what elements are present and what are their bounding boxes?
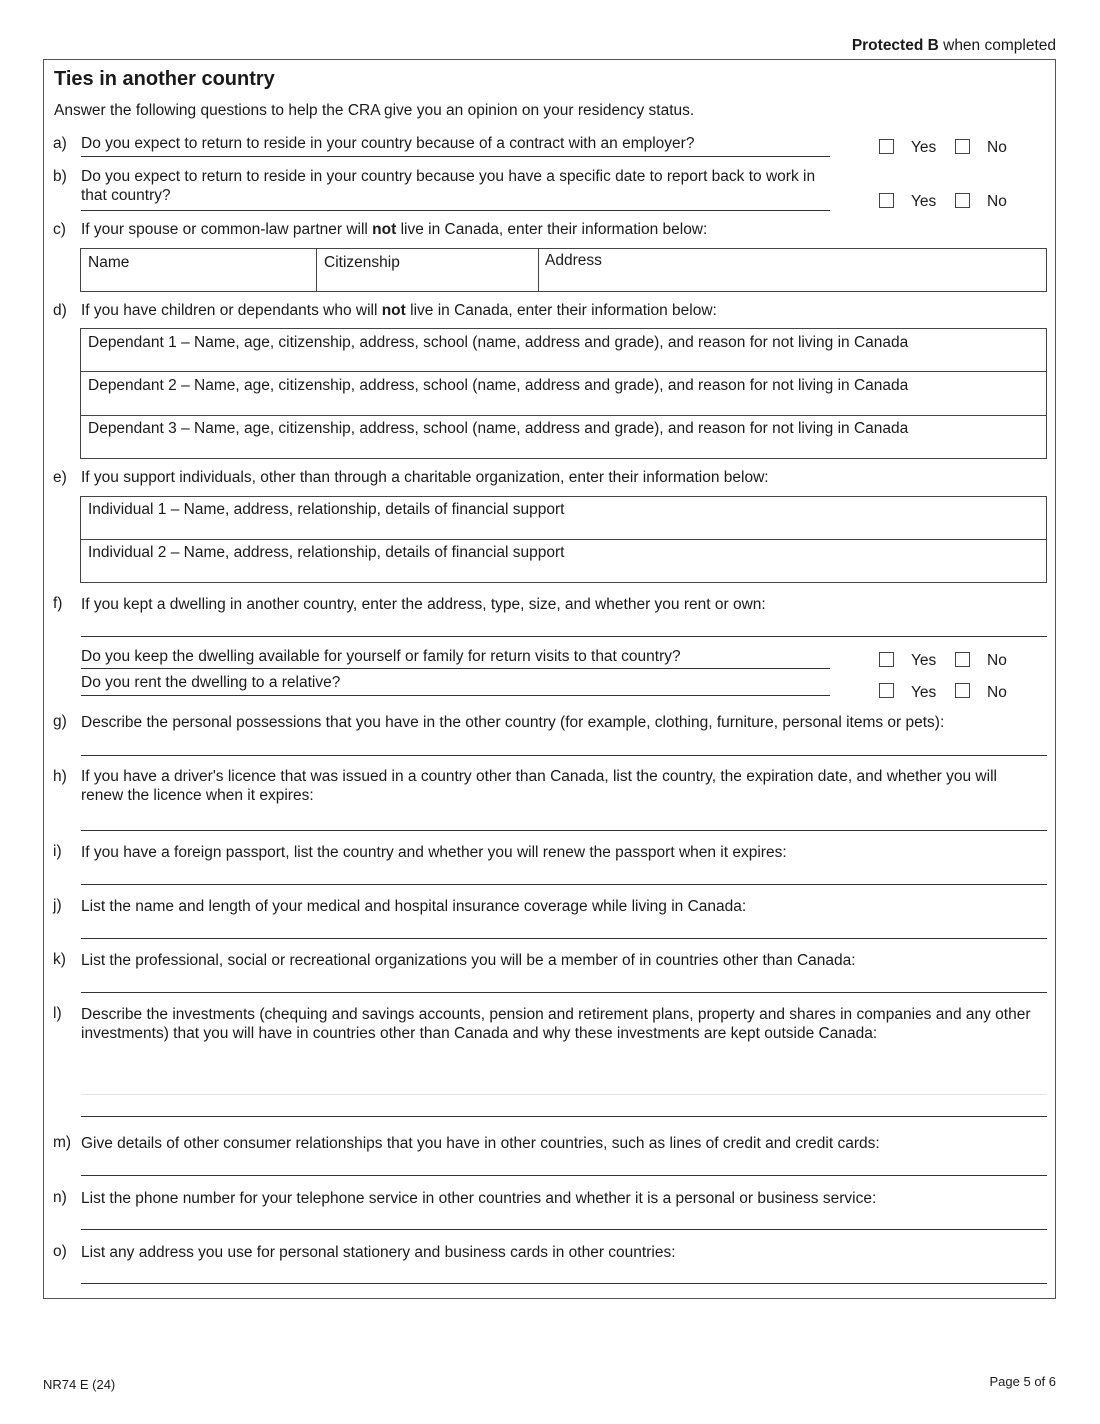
protected-rest: when completed	[938, 37, 1056, 54]
q-a-yes-label: Yes	[911, 139, 937, 156]
q-e-letter: e)	[53, 469, 67, 486]
q-f-sub2-no-label: No	[987, 684, 1007, 701]
q-f-sub1-no-checkbox[interactable]	[955, 652, 970, 667]
protected-b-label	[852, 37, 1056, 55]
q-a-underline	[81, 156, 830, 157]
q-f-letter: f)	[53, 595, 63, 612]
q-f-sub2-yes-checkbox[interactable]	[879, 683, 894, 698]
q-l-answer-line-1[interactable]	[81, 1094, 1047, 1095]
q-m-letter: m)	[53, 1134, 72, 1151]
dependant-3-field[interactable]: Dependant 3 – Name, age, citizenship, address, school (name, address and grade), and reason for not living in Canada	[88, 420, 909, 437]
q-k-answer-line[interactable]	[81, 992, 1047, 993]
individuals-row-divider	[80, 539, 1047, 540]
q-d-text-post: live in Canada, enter their information below:	[405, 302, 717, 319]
protected-bold: Protected B	[851, 37, 939, 54]
spouse-col-divider-2	[538, 248, 539, 292]
spouse-name-field[interactable]: Name	[88, 254, 130, 271]
q-i-answer-line[interactable]	[81, 884, 1047, 885]
q-f-sub2-yes-label: Yes	[911, 684, 937, 701]
section-title: Ties in another country	[54, 68, 275, 90]
q-f-sub2-underline	[81, 695, 830, 696]
q-e-text: If you support individuals, other than through a charitable organization, enter their information below:	[81, 469, 769, 486]
q-g-text: Describe the personal possessions that you have in the other country (for example, clothing, furniture, personal items or pets):	[81, 714, 945, 731]
q-j-answer-line[interactable]	[81, 938, 1047, 939]
q-h-letter: h)	[53, 768, 67, 785]
q-i-letter: i)	[53, 843, 62, 860]
individual-2-field[interactable]: Individual 2 – Name, address, relationship, details of financial support	[88, 544, 565, 561]
q-l-answer-line-2[interactable]	[81, 1116, 1047, 1117]
q-g-letter: g)	[53, 713, 67, 730]
dependant-2-field[interactable]: Dependant 2 – Name, age, citizenship, address, school (name, address and grade), and reason for not living in Canada	[88, 377, 909, 394]
dependant-1-field[interactable]: Dependant 1 – Name, age, citizenship, address, school (name, address and grade), and reason for not living in Canada	[88, 334, 909, 351]
dependants-row-divider-2	[80, 415, 1047, 416]
q-a-text: Do you expect to return to reside in your country because of a contract with an employer?	[81, 135, 695, 152]
q-j-text: List the name and length of your medical and hospital insurance coverage while living in Canada:	[81, 898, 747, 915]
q-o-answer-line[interactable]	[81, 1283, 1047, 1284]
q-a-yes-checkbox[interactable]	[879, 139, 894, 154]
q-f-text: If you kept a dwelling in another country, enter the address, type, size, and whether you rent or own:	[81, 596, 766, 613]
q-b-no-label: No	[987, 193, 1007, 210]
q-f-sub2-no-checkbox[interactable]	[955, 683, 970, 698]
q-b-underline	[81, 210, 830, 211]
individual-1-field[interactable]: Individual 1 – Name, address, relationship, details of financial support	[88, 501, 565, 518]
q-f-answer-line[interactable]	[81, 636, 1047, 637]
q-l-letter: l)	[53, 1005, 62, 1022]
q-d-text	[81, 301, 717, 320]
q-k-text: List the professional, social or recreational organizations you will be a member of in countries other than Canada:	[81, 952, 856, 969]
q-b-yes-label: Yes	[911, 193, 937, 210]
q-o-letter: o)	[53, 1243, 67, 1260]
q-c-text-pre: If your spouse or common-law partner will	[81, 221, 373, 238]
q-f-sub1-yes-checkbox[interactable]	[879, 652, 894, 667]
dependants-row-divider-1	[80, 371, 1047, 372]
q-f-sub1-underline	[81, 668, 830, 669]
q-f-sub2-text: Do you rent the dwelling to a relative?	[81, 674, 341, 691]
q-b-text: Do you expect to return to reside in your country because you have a specific date to report back to work in that country?	[81, 168, 816, 204]
q-c-text	[81, 220, 707, 239]
q-d-letter: d)	[53, 302, 67, 319]
q-b-no-checkbox[interactable]	[955, 193, 970, 208]
form-code: NR74 E (24)	[43, 1377, 116, 1392]
q-f-sub1-no-label: No	[987, 652, 1007, 669]
section-intro: Answer the following questions to help the CRA give you an opinion on your residency status.	[54, 102, 695, 119]
q-o-text: List any address you use for personal stationery and business cards in other countries:	[81, 1244, 676, 1261]
q-c-letter: c)	[53, 221, 66, 238]
q-l-text: Describe the investments (chequing and savings accounts, pension and retirement plans, property and shares in companies and any other investments) that you will have in countries other than Canada and why these investments are kept outside Canada:	[81, 1006, 1031, 1042]
q-n-letter: n)	[53, 1189, 67, 1206]
q-f-sub1-text: Do you keep the dwelling available for yourself or family for return visits to that country?	[81, 648, 681, 665]
q-d-text-bold: not	[381, 302, 406, 319]
spouse-col-divider-1	[316, 248, 317, 292]
q-c-text-bold: not	[372, 221, 397, 238]
q-j-letter: j)	[53, 897, 62, 914]
spouse-citizenship-field[interactable]: Citizenship	[324, 254, 400, 271]
q-a-no-checkbox[interactable]	[955, 139, 970, 154]
q-d-text-pre: If you have children or dependants who will	[81, 302, 382, 319]
q-b-letter: b)	[53, 168, 67, 185]
q-g-answer-line[interactable]	[81, 755, 1047, 756]
q-n-text: List the phone number for your telephone service in other countries and whether it is a personal or business service:	[81, 1190, 877, 1207]
page-number: Page 5 of 6	[989, 1374, 1056, 1389]
q-h-text: If you have a driver's licence that was issued in a country other than Canada, list the country, the expiration date, and whether you will renew the licence when it expires:	[81, 768, 997, 804]
q-n-answer-line[interactable]	[81, 1229, 1047, 1230]
q-m-answer-line[interactable]	[81, 1175, 1047, 1176]
q-c-text-post: live in Canada, enter their information below:	[396, 221, 708, 238]
q-k-letter: k)	[53, 951, 66, 968]
q-f-sub1-yes-label: Yes	[911, 652, 937, 669]
q-h-answer-line[interactable]	[81, 830, 1047, 831]
spouse-address-field[interactable]: Address	[545, 252, 602, 269]
q-a-letter: a)	[53, 135, 67, 152]
q-i-text: If you have a foreign passport, list the country and whether you will renew the passport when it expires:	[81, 844, 787, 861]
q-m-text: Give details of other consumer relationships that you have in other countries, such as lines of credit and credit cards:	[81, 1135, 880, 1152]
q-b-yes-checkbox[interactable]	[879, 193, 894, 208]
q-a-no-label: No	[987, 139, 1007, 156]
